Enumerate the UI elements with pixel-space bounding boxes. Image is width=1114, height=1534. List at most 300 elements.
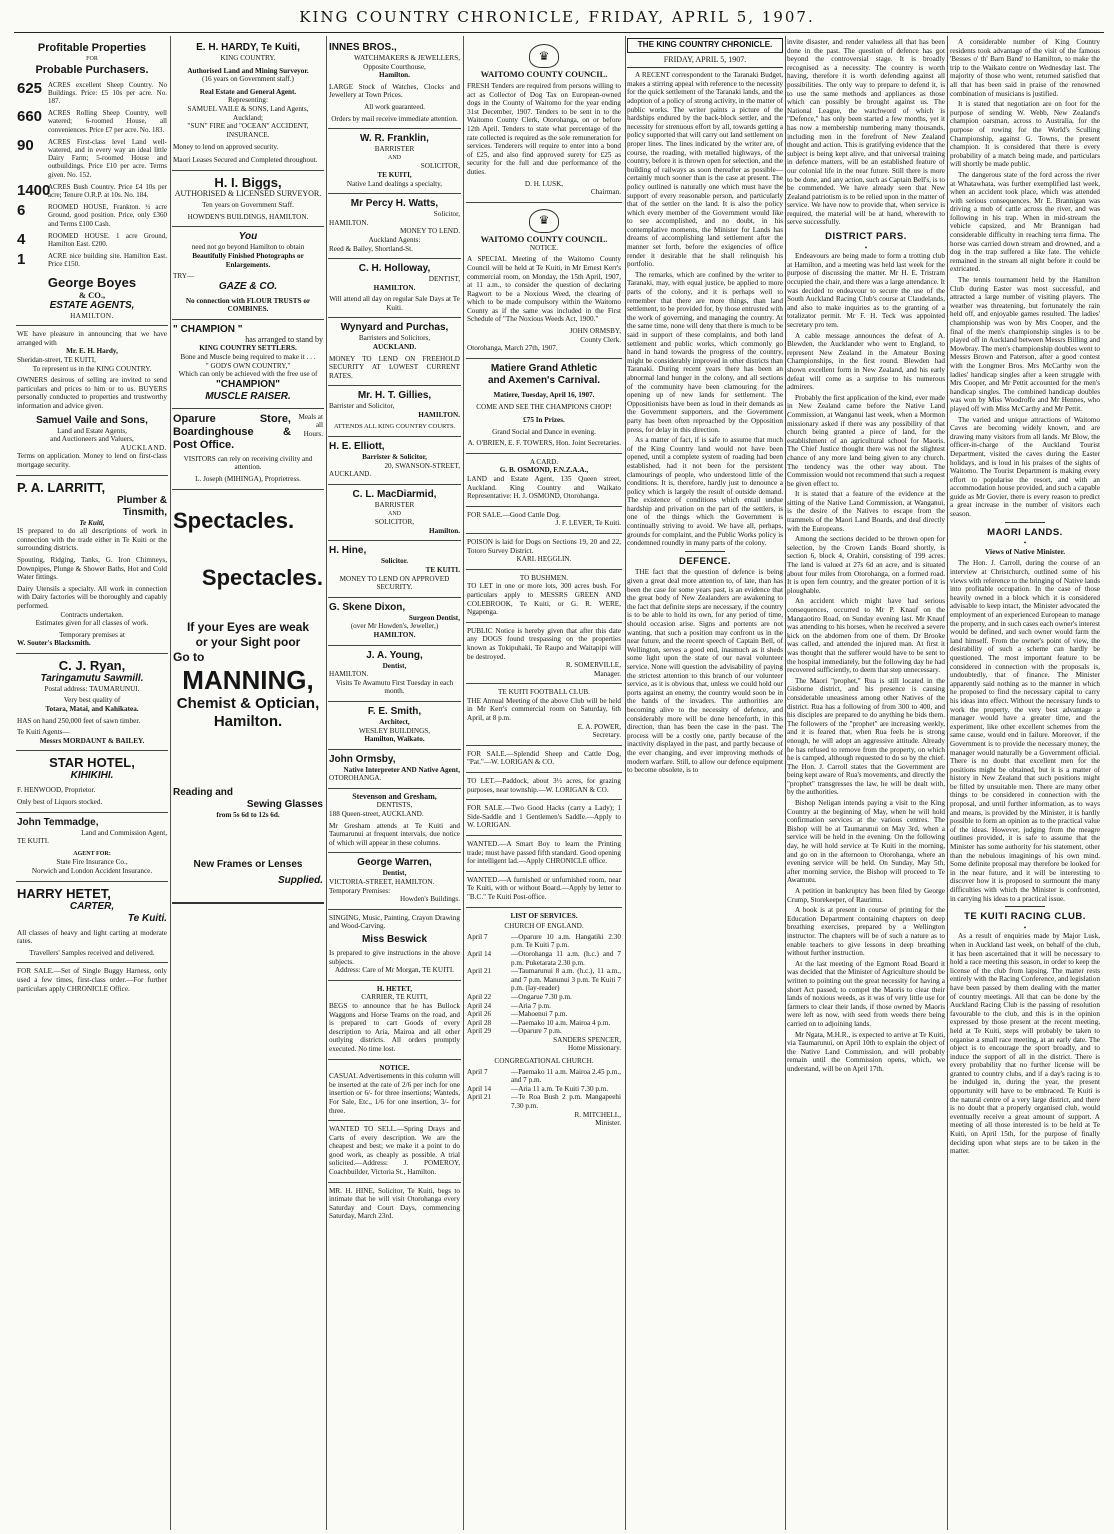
column-6 <box>787 38 945 1528</box>
optician-name: MANNING, <box>182 664 314 695</box>
section-heading: MAORI LANDS. <box>987 526 1063 538</box>
smith-ad <box>328 702 461 750</box>
section-ornament: • <box>1023 539 1027 548</box>
watts-ad <box>328 194 461 259</box>
hotel-note: Only best of Liquors stocked. <box>17 798 103 807</box>
beswick-line: Address: Care of Mr Morgan, TE KUITI. <box>334 966 455 975</box>
editorial-paragraph: As a matter of fact, if is safe to assume that much of the King Country land would not have been opened, until a complete system of roading had been established, had it not been for the persistent clamourings of people, who understood little of the conditions. It is, therefore, hardly just to denounce a policy which is largely the result of outside demand. The existence of conditions which entail undue hardship and privation on the part of the settlers, is one of the things which the Government is continually striving to avoid. We have all, perhaps, grounds for complaint, and the Public Works policy is condemned roundly in many parts of the colony. <box>627 436 783 548</box>
column-7 <box>950 38 1100 1528</box>
gaze-name: GAZE & CO. <box>218 280 278 292</box>
service-detail: —Oparure 10 a.m. Hangatiki 2.30 p.m. Te Kuiti 7 p.m. <box>511 932 621 950</box>
hine-notice <box>328 1183 461 1226</box>
spectacles-heading: Spectacles. <box>173 507 295 533</box>
article-paragraph: The dangerous state of the ford across the river at Whatawhata, was further exemplified last week, when an accident took place, which was attended with serious consequences. Mr E. Brannigan was driving a mob of cattle across the river, and was following in his trap. When in mid-stream the vehicle capsized, and Mr Brannigan had considerable difficulty in reaching terra firma. The horse was carried down stream and drowned, and a dog in the trap suffered a like fate. The vehicle remained in the stream all night before it could be extricated. <box>950 170 1100 274</box>
listing-text: ACRES Bush Country. Price £4 10s per acre; Tenure O.R.P. at 10s. No. 184. <box>48 182 167 200</box>
article-paragraph: The tennis tournament held by the Hamilton Club during Easter was most successful, and attracted a large number of visiting players. The weather was threatening, but fortunately the rain held off, and enjoyable games resulted. The ladies' championship was won by Mrs Cooper, and the final of the men's championship singles is to be played off in Auckland between Messrs Billing and Mowbray. The men's championship doubles went to Messrs Brown and Paterson, after a good contest with the Longmer Bros. Mrs McCarthy won the ladies' handicap singles after a keen struggle with Mrs Cooper, and Mr Pettit accounted for the men's handicap singles. The combined handicap doubles was won by Miss Woodroffe and Mr Hennes, who played off with Miss McCarthy and Mr Pettit. <box>950 276 1100 413</box>
council-heading: WAITOMO COUNTY COUNCIL. <box>480 233 608 244</box>
divider <box>627 67 783 68</box>
service-date: April 7 <box>467 932 488 941</box>
article-paragraph: A petition in bankruptcy has been filed by George Crump, Storekeeper, of Raurimu. <box>787 887 945 904</box>
larritt-text: Contracts undertaken. <box>60 610 124 619</box>
service-date: April 7 <box>467 1067 488 1076</box>
article-paragraph: Endeavours are being made to form a trotting club at Hamilton, and a meeting was held last week for the purpose of discussing the matter. Mr H. E. Tristram occupied the chair, and there was a large attendance. It was decided to endeavour to secure the use of the South Auckland Racing Club's course at Claudelands, and also to make inquiries as to the granting of a totalizator permit. Mr F. H. Teck was appointed secretary pro tem. <box>787 252 945 329</box>
hardy-line: "SUN" FIRE and "OCEAN" ACCIDENT, INSURANCE. <box>187 122 309 139</box>
macdiarmid-ad <box>328 485 461 541</box>
wynyard-line: Barristers and Solicitors, <box>358 334 431 343</box>
gaze-line: need not go beyond Hamilton to obtain <box>191 243 305 252</box>
property-listing <box>17 252 167 268</box>
classified-text: FOR SALE.—Splendid Sheep and Cattle Dog, "Pat."—W. LORIGAN & CO. <box>467 749 621 767</box>
service-date: April 29 <box>467 1027 492 1036</box>
section-heading: TE KUITI RACING CLUB. <box>964 911 1086 923</box>
warren-line: Temporary Premises: <box>329 886 391 895</box>
listing-number: 625 <box>17 79 43 97</box>
pomeroy-ad <box>328 1121 461 1183</box>
notice-text: WE have pleasure in announcing that we have arranged with <box>17 330 167 347</box>
hardy-line: Representing: <box>228 96 268 105</box>
special-meeting-notice <box>466 203 622 359</box>
service-date: April 22 <box>467 992 492 1001</box>
stevenson-line: 188 Queen-street, AUCKLAND. <box>329 810 424 819</box>
frames-line: New Frames or Lenses <box>193 859 303 871</box>
classified-text: POISON is laid for Dogs on Sections 19, 20 and 22, Totoro Survey District. <box>467 537 621 555</box>
gillies-line: ATTENDS ALL KING COUNTRY COURTS. <box>333 422 456 430</box>
franklin-line: SOLICITOR, <box>420 162 460 171</box>
article-paragraph: At the last meeting of the Egmont Road Board it was decided that the Minister of Agriculture should be written to pointing out the great necessity for having a short Act passed, to compel the Maoris to clear their lands of noxious weeds, as it was of very little use for farmers to clear their lands, if those owned by Maoris were left as now, with seed from weeds there being carried on to adjoining lands. <box>787 959 945 1028</box>
coat-of-arms-icon: ♛ <box>529 209 559 233</box>
notice-text: CASUAL Advertisements in this column will be inserted at the rate of 2/6 per inch for one insertion or 6/- for three insertions; Wanteds, For Sale, Etc., 1/6 for one insertion, 3/- for three. <box>329 1072 460 1115</box>
signatory-role: Manager. <box>594 669 621 678</box>
listing-text: ACRES excellent Sheep Country. No Buildings. Price: £5 10s per acre. No. 187. <box>48 80 167 105</box>
hardy-line: SAMUEL VAILE & SONS, Land Agents, Auckland; <box>187 104 309 122</box>
hetet-name: HARRY HETET, <box>17 885 111 901</box>
paper-title: THE KING COUNTRY CHRONICLE. <box>637 40 773 49</box>
service-entry <box>467 993 621 1002</box>
notice-text: A SPECIAL Meeting of the Waitomo County Council will be held at Te Kuiti, in Mr Ernest Kerr's commercial room, on Monday, the 15th April, 1907, at 11 a.m., to consider the question of declaring Ragwort to be a Noxious Weed, the clearing of which to be made compulsory within the Waitomo County as if the same was included in the First Schedule of "The Noxious Weeds Act, 1900." <box>467 255 621 324</box>
star-hotel-ad <box>16 751 168 812</box>
dixon-line: (over Mr Howden's, Jeweller,) <box>350 622 439 631</box>
holloway-line: Will attend all day on regular Sale Days at Te Kuiti. <box>329 295 460 312</box>
larritt-text: Temporary premises at <box>59 630 125 639</box>
wynyard-line: MONEY TO LEND ON FREEHOLD SECURITY AT LOWEST CURRENT RATES. <box>329 354 460 380</box>
notice-date: Otorohanga, March 27th, 1907. <box>467 344 558 353</box>
listing-text: ACRES First-class level Land well-watered, and in every way an ideal little Dairy Farm; 5-roomed House and outbuildings. Price £10 per acre. Terms given. No. 152. <box>48 137 167 179</box>
notice-heading: TE KUITI FOOTBALL CLUB. <box>498 688 590 697</box>
property-listing <box>17 183 167 199</box>
carrier-text: BEGS to announce that he has Bullock Waggons and Horse Teams on the road, and is prepared to cart Goods of every description to Aria, Mairoa and all other outlying districts. All orders promptly executed. No time lost. <box>329 1001 460 1053</box>
listing-number: 6 <box>17 202 26 220</box>
hine-line: TE KUITI. <box>425 565 460 574</box>
ryan-line: Te Kuiti Agents— <box>17 728 70 737</box>
watts-line: Reed & Bailey, Shortland-St. <box>329 244 413 253</box>
champion-title: " CHAMPION " <box>173 323 243 335</box>
franklin-line: BARRISTER <box>374 145 415 154</box>
classified-text: FOR SALE.—Good Cattle Dog. <box>467 510 561 519</box>
optician-line: or your Sight poor <box>195 634 301 649</box>
smith-line: WESLEY BUILDINGS, <box>358 726 431 735</box>
article-paragraph: The Hon. J. Carroll, during the course of an interview at Christchurch, outlined some of his views with reference to the bringing of Native lands into profitable occupation. In the case of those heavily owned in a block which it is considered advisable to keep intact, the Minister advocated the employment of an experienced European to manage the property, and in such cases each owner's interest would be defined, and such owner would farm the land himself. From the owner's point of view, the desirability of such a scheme can hardly be questioned. The most important feature to be considered in connection with the proposals is, undoubtedly, that of finance. The Minister apparently said nothing as to the manner in which he proposed to find the necessary capital to carry his ideas into effect. Without the necessary funds to work the property, the very best advantage a manager would have a greater time, and the experiment, like other excellent schemes from the same cause, would end in failure. Moreover, if the Government is to provide the necessary money, the manager would naturally be a Government official. There is no doubt that excellent men for the positions might be obtained, but it is a matter of history in New Zealand that such positions might be filled by unsuitable men. There are many other things to be considered in connection with the proposal, and until further information, as to ways and means, is provided by the Minister, it is hardly possible to form an opinion as to the practical value of the ideas. However, judging from the meagre outlines provided, it is safe to assume that the Minister has some authority for his statement, other than the nebulous imaginings of his own mind. Some definite proposal may therefore be looked for in the near future, and it will be interesting to discover how it is proposed to surmount the many difficulties with which the Minister is confronted, in carrying his ideas to a practical issue. <box>950 559 1100 903</box>
column-4 <box>466 38 622 1528</box>
article-paragraph: The Maori "prophet," Rua is still located in the Gisborne district, and his presence is causing considerable uneasiness among other Natives of the district. Rua has a following of from 300 to 400, and his disciples are prepared to do anything he bids them. The followers of the "prophet" are increasing weekly, and it is feared that, when Rua feels he is strong enough, he will adopt an aggressive attitude. Already he has refused to remove from the property, on which he is camped, although requested to do so by the chief. The Hon. J. Carroll states that the Government are being kept aware of Rua's movements, and directly the "prophet" transgresses the law, he will be dealt with, by the authorities. <box>787 676 945 797</box>
dog-tax-tender <box>466 38 622 203</box>
carrier-name: H. HETET, <box>376 984 413 993</box>
osmond-name: G. B. OSMOND, F.N.Z.A.A., <box>499 466 589 475</box>
service-entry <box>467 1027 621 1036</box>
holloway-ad <box>328 259 461 318</box>
vaile-line: and Auctioneers and Valuers, <box>50 435 134 444</box>
notice-text: TO LET in one or more lots, 300 acres bush. For particulars apply to MESSRS GREEN AND COLEBROOK, Te Kuiti, or G. R. WERE, Ngapenga. <box>467 582 621 617</box>
watts-line: MONEY TO LEND. <box>400 227 460 236</box>
hacks-ad <box>466 800 622 836</box>
vaile-name: Samuel Vaile and Sons, <box>36 414 148 426</box>
vaile-place: AUCKLAND. <box>120 443 167 452</box>
hardy-region: KING COUNTRY. <box>220 54 276 62</box>
holloway-line: DENTIST, <box>428 275 460 284</box>
service-detail: —Otorohanga 11 a.m. (h.c.) and 7 p.m. Puketarata 2.30 p.m. <box>511 949 621 967</box>
smith-line: Hamilton, Waikato. <box>364 735 425 744</box>
listing-number: 90 <box>17 136 34 154</box>
champion-line: " GOD'S OWN COUNTRY," <box>205 361 291 370</box>
classified-text: TO LET.—Paddock, about 3½ acres, for grazing purposes, near township.—W. LORIGAN & CO. <box>467 777 621 794</box>
casual-notice <box>328 1060 461 1122</box>
biggs-ad <box>172 171 324 228</box>
hetet-text: All classes of heavy and light carting at moderate rates. <box>17 928 167 946</box>
masthead: KING COUNTRY CHRONICLE, FRIDAY, APRIL 5, 1907. <box>299 8 815 26</box>
carnival-date: Matiere, Tuesday, April 16, 1907. <box>493 390 595 399</box>
beswick-name: Miss Beswick <box>361 934 428 945</box>
stevenson-line: DENTISTS, <box>376 801 413 810</box>
gaze-ad <box>172 227 324 320</box>
ormsby-line: Native Interpreter AND Native Agent, <box>343 765 460 774</box>
hotel-place: KIHIKIHI. <box>70 770 114 782</box>
frames-line: Supplied. <box>278 875 323 887</box>
service-date: April 24 <box>467 1001 492 1010</box>
osmond-text: LAND and Estate Agent, 135 Queen street, Auckland. King Country and Waikato Representative: H. J. OSMOND, Otorohanga. <box>467 475 621 501</box>
larritt-text: Estimates given for all classes of work. <box>35 619 149 628</box>
temmadge-place: TE KUITI. <box>17 837 49 846</box>
young-line: Visits Te Awamutu First Tuesday in each month. <box>335 678 454 696</box>
editorial-paragraph: The remarks, which are confined by the writer to Taranaki, may, with equal justice, be applied to more parts of the colony, and it is perhaps well to remember that there are more things, than land settlement, to be provided for, by those entrusted with the work of governing, and managing the country. At the same time, none will deny that there is much to be said in support of these complaints, and both land settlement and public works, which commonly go hand in hand towards the progress of the country, might be considerably improved in other districts than Taranaki. During recent years there has been an abnormal land hunger in the colony, and all sections of the community have been clamouring for the opening up of new lands for settlement. The Oppositionists have been as loud in their demands as the Government supporters, and the Government party has been often reproached by the Opposition press, for delay in this direction. <box>627 270 783 434</box>
carnival-title: and Axemen's Carnival. <box>487 374 601 386</box>
glasses-line: Sewing Glasses <box>246 798 323 810</box>
larritt-trade: Plumber & <box>116 494 167 506</box>
hetet-text: Travellers' Samples received and delivered. <box>29 948 155 957</box>
biggs-name: H. I. Biggs, <box>214 174 282 190</box>
ad-word: FOR <box>86 56 98 62</box>
service-date: April 28 <box>467 1018 492 1027</box>
listing-number: 660 <box>17 108 43 126</box>
larritt-text: IS prepared to do all descriptions of work in connection with the trade either in Te Kuiti or the surrounding districts. <box>17 527 167 553</box>
macdiarmid-line: AND <box>388 510 401 517</box>
hine-line: Solicitor. <box>380 557 409 566</box>
column-rule <box>625 36 626 1530</box>
gillies-name: Mr. H. T. Gillies, <box>357 390 432 402</box>
signatory: D. H. LUSK, <box>524 179 564 188</box>
optician-place: Hamilton. <box>213 712 283 730</box>
article-paragraph: As a result of enquiries made by Major Lusk, when in Auckland last week, on behalf of the club, it has been ascertained that it will be necessary to hold a race meeting this season, in order to keep the license of the club from lapsing. The matter rests entirely with the Racing Conference, and legislation have been passed by them dealing with the matter of country meetings. All that can be done by the Auckland Racing Club is the passing of resolution favourable to the club, and this is in the opinion expressed by those present at the recent meeting, held at Te Kuiti, steps will probably be taken to organise a small race meeting, at an early date. The object is to encourage the sport broadly, and to induce the support of all in the district. There is every probability that no further license will be granted to country clubs, and if a day's racing is to be indulged in, during the year, the present opportunity will have to be embraced. Te Kuiti is the natural centre of a very large district, and there is no doubt that a properly organised club, would eventually receive a great amount of support. A meeting of all those interested is to be held at Te Kuiti, on April 15th, for the purpose of finally deciding upon what steps are to be taken in the matter. <box>950 932 1100 1156</box>
listing-text: ACRE nice building site. Hamilton East. Price £150. <box>48 252 167 269</box>
column-3 <box>328 38 461 1528</box>
classified-text: MR. H. HINE, Solicitor, Te Kuiti, begs to intimate that he will visit Otorohanga every Saturday and Court Days, commencing Saturday, March 23rd. <box>329 1186 460 1221</box>
service-detail: —Mahoenui 7 p.m. <box>511 1010 568 1019</box>
osmond-card <box>466 454 622 507</box>
masthead-rule <box>14 32 1104 33</box>
listing-text: ROOMED HOUSE. 1 acre Ground, Hamilton East. £200. <box>48 231 167 249</box>
article-paragraph: Among the sections decided to be thrown open for selection, by the Crown Lands Board shortly, is section 6, block 4, Orahiri, consisting of 199 acres. The land is valued at 27s 6d an acre, and is situated about four miles from Otorohanga, on a formed road. It is open fern country, and the greater portion of it is ploughable. <box>787 535 945 595</box>
section-heading: DISTRICT PARS. <box>825 231 907 243</box>
hetet-place: Te Kuiti. <box>127 912 167 924</box>
service-date: April 14 <box>467 1084 492 1093</box>
champion-ad <box>172 320 324 409</box>
gaze-line: No connection with FLOUR TRUSTS or COMBINES. <box>185 296 311 314</box>
service-date: April 14 <box>467 949 492 958</box>
sheep-dog-ad <box>466 746 622 773</box>
notice-text: THE Annual Meeting of the above Club will be held in Mr Kerr's commercial room on Saturday, 6th April, at 8 p.m. <box>467 696 621 723</box>
macdiarmid-name: C. L. MacDiarmid, <box>352 489 437 500</box>
champion-title: "CHAMPION" <box>216 378 280 390</box>
larritt-trade: Tinsmith, <box>122 506 167 518</box>
glasses-price: from 5s 6d to 12s 6d. <box>216 810 280 819</box>
column-2 <box>172 38 324 1528</box>
editorial-paragraph: A RECENT correspondent to the Taranaki Budget, makes a stirring appeal with reference to the necessity for the quick settlement of the Taranaki lands, and the adoption of a policy of strong activity, in the matter of public works. The writer paints a picture of the hardships endured by the back-block settler, and the necessity for strenuous effort by all, towards getting a policy supported that will carry out land settlement on proper lines. The lines indicated by the writer are, of course, the roading, with metalled highways, of the country, before it is thrown open for selection, and the building of railways as soon thereafter as possible—certainly much sooner than is the case at present. The policy outlined is naturally one which must have the support of every reasonable person, and particularly that of the settler on the land. It is also the policy which every member of the Government would like to see accomplished, and no doubt, in his contemplative moments, the Minister for Lands has dreams of accomplishing land settlement after the manner set forth, before the exigencies of office render it desirable that he shall relinquish his portfolio. <box>627 71 783 269</box>
listing-text: ROOMED HOUSE, Frankton. ½ acre Ground, good position. Price, only £360 and Terms £100 Cash. <box>48 203 167 228</box>
ryan-line: HAS on hand 250,000 feet of sawn timber. <box>17 716 141 725</box>
vaile-terms: Terms on application. Money to lend on first-class mortgage security. <box>17 452 167 469</box>
service-entry <box>467 950 621 967</box>
watts-name: Mr Percy H. Watts, <box>350 198 439 210</box>
ryan-timber: Totara, Matai, and Kahikatea. <box>45 705 139 714</box>
biggs-line: Ten years on Government Staff. <box>202 201 294 210</box>
franklin-line: TE KUITI, <box>377 170 412 179</box>
innes-line: Orders by mail receive immediate attention. <box>331 114 458 123</box>
service-entry <box>467 1093 621 1110</box>
article-paragraph: An accident which might have had serious consequences, occurred to Mr P. Knauf on the Mangaotiro Road, on Sunday evening last. Mr Knauf was attending to his horses, when he received a severe kick on the abdomen from one of them. Dr Brooke was called, and attended the injured man. At first it was thought that the sufferer would have to be sent to the hospital immediately, but the following day he had recovered sufficiently, to deem that step unnecessary. <box>787 597 945 675</box>
matiere-carnival-ad <box>466 359 622 454</box>
carnival-prizes: £75 In Prizes. <box>523 416 565 425</box>
innes-line: Hamilton. <box>379 71 410 80</box>
signatory: R. SOMERVILLE, <box>565 661 621 670</box>
notice-text: PUBLIC Notice is hereby given that after this date any DOGS found trespassing on the properties known as Tokipuhaki, Te Raupo and Waitapipi will be destroyed. <box>467 626 621 661</box>
warren-line: VICTORIA-STREET, HAMILTON. <box>329 878 435 887</box>
signatory-role: County Clerk. <box>580 335 621 344</box>
temmadge-name: John Temmadge, <box>17 816 99 828</box>
notice-name: Mr. E. H. Hardy, <box>66 347 118 356</box>
gillies-line: Barrister and Solicitor, <box>329 402 395 411</box>
hine-name: H. Hine, <box>329 545 367 557</box>
firm-suffix: & CO., <box>78 289 106 300</box>
beswick-line: Is prepared to give instructions in the above subjects. <box>329 949 460 966</box>
gillies-line: HAMILTON. <box>418 411 460 420</box>
h-hetet-ad <box>328 981 461 1060</box>
ryan-mill: Taringamutu Sawmill. <box>40 672 144 684</box>
column-rule <box>170 36 171 1530</box>
franklin-ad <box>328 129 461 194</box>
ormsby-line: OTOROHANGA. <box>329 774 382 783</box>
innes-ad <box>328 38 461 129</box>
service-entry <box>467 1068 621 1085</box>
church-heading: CONGREGATIONAL CHURCH. <box>494 1057 594 1066</box>
elliott-line: Barrister & Solicitor, <box>362 453 427 462</box>
service-detail: —Te Roa Bush 2 p.m. Mangapeehi 7.30 p.m. <box>511 1093 621 1111</box>
temmadge-line: Norwich and London Accident Insurance. <box>31 867 153 875</box>
elliott-line: 20, SWANSON-STREET, <box>384 461 460 470</box>
column-5 <box>627 38 783 1528</box>
beswick-line: SINGING, Music, Painting, Crayon Drawing and Wood-Carving. <box>329 913 460 931</box>
ad-title: Profitable Properties <box>37 42 147 54</box>
signatory-role: Home Missionary. <box>567 1044 621 1053</box>
article-paragraph: Probably the first application of the kind, ever made in New Zealand came before the Native Land Commission, at Wanganui last week, when a Mormon missionary asked if there was any possibility of that church being granted a piece of land, for the establishment of an agricultural school for Maoris. The Chief Justice thought there was not the slightest chance of any more land being given to any church. The tendency was the other way about. The Commission would not recommend that such a request be given effect to. <box>787 393 945 488</box>
room-wanted-ad <box>466 872 622 908</box>
column-1 <box>16 38 168 1528</box>
service-entry <box>467 1085 621 1094</box>
innes-trade: WATCHMAKERS & JEWELLERS, <box>353 54 460 62</box>
listing-text: ACRES Rolling Sheep Country, well watered; 6-roomed House, all conveniences. Price £7 per acre. No. 183. <box>48 109 167 134</box>
tender-text: FRESH Tenders are required from persons willing to act as Collector of Dog Tax on European-owned dogs in the County of Waitomo for the year ending 31st December, 1907. Tenders to be sent in to the Waitomo County Clerk, Otorohanga, on or before 12th April. Tenders to state what percentage of the rate collected is required as the sole remuneration for services. Tenderers will require to enter into a bond of £25, and also find approved surety for £25 as security for the full and due performance of the duties. <box>467 82 621 176</box>
macdiarmid-line: BARRISTER <box>374 501 415 509</box>
notice-owners: OWNERS desirous of selling are invited to send particulars and prices to him or to us. BUYERS personally conducted to properties and trustworthy information and advice given. <box>17 376 167 410</box>
larritt-name: P. A. LARRITT, <box>17 479 106 495</box>
property-listing <box>17 138 167 179</box>
section-ornament: • <box>864 243 868 252</box>
article-paragraph: Bishop Neligan intends paying a visit to the King Country at the beginning of May, when he will hold confirmation services at the various centres. The Bishop will be at Taumarunui on May 3rd, when a service will be held in the evening. On the following day, he will hold service at Te Kuiti in the morning, and go on in the afternoon to Otorohanga, where an evening service will be held. On Sunday, May 5th, after morning service, the Bishop will proceed to Te Awamutu. <box>787 799 945 885</box>
ryan-line: Postal address: TAUMARUNUI. <box>44 684 140 693</box>
hine-ad <box>328 541 461 597</box>
larritt-place: Te Kuiti, <box>79 518 105 527</box>
signatory-role: Minister. <box>595 1119 621 1128</box>
champion-line: has arranged to stand by <box>245 334 323 344</box>
notice-address: Sheridan-street, TE KUITI, <box>17 356 96 365</box>
oparure-name: Oparure Store, Boardinghouse & Post Office. <box>173 412 291 451</box>
biggs-role: AUTHORISED & LICENSED SURVEYOR. <box>174 188 322 198</box>
stevenson-ad <box>328 789 461 854</box>
church-heading: CHURCH OF ENGLAND. <box>504 922 584 931</box>
article-paragraph: invite disaster, and render valueless all that has been done in the past. The question of defence has got beyond the controversial stage. It is broadly recognised as a necessity. The country is worth having, therefore it is worth defending against all possibilities. The only way to prepare to defend it, is to use the same methods and appliances as those which can possibly be brought against us. The National League, the watchword of which is "Defence," has only been started a few months, yet it has now a membership numbering many thousands, including men in the forefront of New Zealand thought and action. This is gratifying evidence that the subject is being kept alive, and that universal training in defence matters, will be an established feature of our colonial life in the near future. Still there is more to be done, and any action, such as Captain Bell's, is to be commended. We have already seen that New Zealand patriotism is to be relied upon in the matter of service. We have now to provide that, when service is required, the material will be at hand, wherewith to serve successfully. <box>787 38 945 227</box>
article-paragraph: It is stated that negotiation are on foot for the purpose of sending W. Webb, New Zealand's champion oarsman, across to Australia, for the purpose of rowing for the World's Sculling Championship, against G. Towns, the present champion. It is considered that there is every probability of a match being made, and particulars will shortly be made public. <box>950 100 1100 169</box>
service-entry <box>467 967 621 993</box>
hardy-line: Money to lend on approved security. <box>173 143 279 152</box>
firm-name: George Boyes <box>47 274 137 290</box>
elliott-name: H. E. Elliott, <box>329 441 385 453</box>
signatory-role: Chairman. <box>590 188 621 197</box>
wynyard-ad <box>328 318 461 386</box>
oparure-meals: Meals at all Hours. <box>298 412 323 439</box>
gaze-heading: You <box>238 231 258 243</box>
larritt-text: Dairy Utensils a specialty. All work in connection with Dairy factories will be thoroughly and capably performed. <box>17 584 167 610</box>
listing-number: 4 <box>17 230 26 248</box>
service-entry <box>467 1019 621 1028</box>
beswick-ad <box>328 910 461 981</box>
section-subheading: Views of Native Minister. <box>984 546 1066 556</box>
champion-line: Which can only be achieved with the free use of <box>178 370 318 379</box>
divider <box>685 551 725 552</box>
temmadge-role: Land and Commission Agent, <box>81 828 167 837</box>
wynyard-line: AUCKLAND. <box>372 343 417 352</box>
column-rule <box>326 36 327 1530</box>
notice-heading: NOTICE. <box>529 243 559 252</box>
signatory: E. A. POWER, <box>577 722 621 731</box>
champion-line: KING COUNTRY SETTLERS. <box>199 344 297 353</box>
ad-spacer <box>173 887 323 897</box>
carnival-line: COME AND SEE THE CHAMPIONS CHOP! <box>476 403 612 412</box>
glasses-line: Reading and <box>173 786 234 798</box>
football-club-notice <box>466 684 622 746</box>
section-ornament: • <box>1023 923 1027 932</box>
hotel-proprietor: F. HENWOOD, Proprietor. <box>17 786 96 795</box>
manning-optician-ad <box>172 490 324 905</box>
service-detail: —Aria 7 p.m. <box>511 1001 551 1010</box>
temmadge-ad <box>16 813 168 882</box>
classified-text: WANTED TO SELL.—Spring Drays and Carts of every description. We are the cheapest and best; we make it a point to do good work, as cheaply as possible. A trial solicited.—Address: J. POMEROY, Coachbuilder, Victoria St., Hamilton. <box>329 1125 460 1177</box>
section-heading: DEFENCE. <box>678 555 732 567</box>
services-heading: LIST OF SERVICES. <box>510 911 578 920</box>
eh-hardy-ad <box>172 38 324 171</box>
hine-line: MONEY TO LEND ON APPROVED SECURITY. <box>339 574 450 592</box>
service-entry <box>467 1002 621 1011</box>
article-paragraph: A considerable number of King Country residents took advantage of the visit of the famous 'Besses o' th' Barn Band' to Hamilton, to make the trip to the Waikato centre on Wednesday last. The majority of those who went, returned satisfied that all that has been said in praise of the renowned combination of musicians is justified. <box>950 38 1100 98</box>
larritt-text: Spouting, Ridging, Tanks, G. Iron Chimneys, Downpipes, Plunge & Shower Baths, Hot and Cold Water fittings. <box>17 555 167 582</box>
carnival-title: Matiere Grand Athletic <box>490 362 598 374</box>
column-rule <box>947 36 948 1530</box>
classified-signatory: J. F. LEVER, Te Kuiti. <box>555 519 621 528</box>
service-detail: —Aria 11 a.m. Te Kuiti 7.30 p.m. <box>511 1084 609 1093</box>
gaze-line: Beautifully Finished Photographs or Enlargements. <box>192 251 304 269</box>
notice-heading: NOTICE. <box>379 1063 410 1072</box>
article-paragraph: Mr Ngata, M.H.R., is expected to arrive at Te Kuiti, via Taumarunui, on April 10th to explain the object of the Native Land Commission, and will probably remain until the Commission opens, which, we understand, will be on April 17th. <box>787 1030 945 1073</box>
innes-line: LARGE Stock of Watches, Clocks and Jewellery at Town Prices. <box>329 82 460 100</box>
ormsby-ad <box>328 750 461 789</box>
notice-heading: TO BUSHMEN. <box>519 573 569 582</box>
champion-line: Bone and Muscle being required to make it . . . <box>180 353 316 362</box>
ad-title: Probable Purchasers. <box>35 63 149 76</box>
ormsby-name: John Ormsby, <box>329 753 396 765</box>
franklin-name: W. R. Franklin, <box>360 133 429 145</box>
classified-signatory: KARL HEGGLIN. <box>516 555 572 564</box>
watts-line: HAMILTON. <box>329 218 369 227</box>
service-date: April 21 <box>467 1093 492 1102</box>
signatory: SANDERS SPENCER, <box>553 1035 621 1044</box>
champion-product: MUSCLE RAISER. <box>205 390 291 402</box>
article-paragraph: The varied and unique attractions of Waitomo Caves are becoming widely known, and are drawing many visitors from all lands. Mr Blow, the officer-in-charge of the Auckland Tourist Department, visited the caves during the Easter holidays, and is loud in his praises of the sights of Waitomo. The Tourist Department is making every effort to popularise the resort, and with an accommodation house provided, and such a capable guide as Mr Govier, there is every reason to predict a great increase in the number of visitors each season. <box>950 415 1100 519</box>
property-listing <box>17 203 167 228</box>
innes-line: Opposite Courthouse, <box>363 62 426 71</box>
holloway-name: C. H. Holloway, <box>358 263 431 275</box>
stevenson-line: Mr Gresham attends at Te Kuiti and Taumarunui at frequent intervals, due notice of which will appear in these columns. <box>329 821 460 847</box>
service-detail: —Ongarue 7.30 p.m. <box>511 992 572 1001</box>
franklin-line: Native Land dealings a specialty, <box>346 179 443 188</box>
dixon-line: Surgeon Dentist, <box>408 613 460 622</box>
hetet-trade: CARTER, <box>69 900 115 912</box>
classified-text: FOR SALE.—Set of Single Buggy Harness, only used a few times, first-class order.—For further particulars apply CHRONICLE Office. <box>17 967 167 993</box>
smith-name: F. E. Smith, <box>367 705 422 717</box>
firm-title: ESTATE AGENTS, <box>49 299 135 311</box>
watts-line: Auckland Agents: <box>368 235 421 244</box>
warren-ad <box>328 853 461 909</box>
bushmen-notice <box>466 570 622 623</box>
ryan-name: C. J. Ryan, <box>58 657 126 673</box>
gaze-line: TRY— <box>173 272 195 281</box>
warren-name: George Warren, <box>357 857 432 869</box>
hardy-role: Authorised Land and Mining Surveyor. <box>187 66 309 75</box>
service-entry <box>467 933 621 950</box>
optician-line: If your Eyes are weak <box>186 619 310 634</box>
ryan-agents: Messrs MORDAUNT & BAILEY. <box>39 736 145 745</box>
coat-of-arms-icon: ♛ <box>529 44 559 68</box>
service-date: April 21 <box>467 967 492 976</box>
service-entry <box>467 1010 621 1019</box>
innes-name: INNES BROS., <box>329 42 397 53</box>
profitable-properties-ad <box>16 38 168 326</box>
service-detail: —Paemako 11 a.m. Mairoa 2.45 p.m., and 7 p.m. <box>511 1067 621 1085</box>
